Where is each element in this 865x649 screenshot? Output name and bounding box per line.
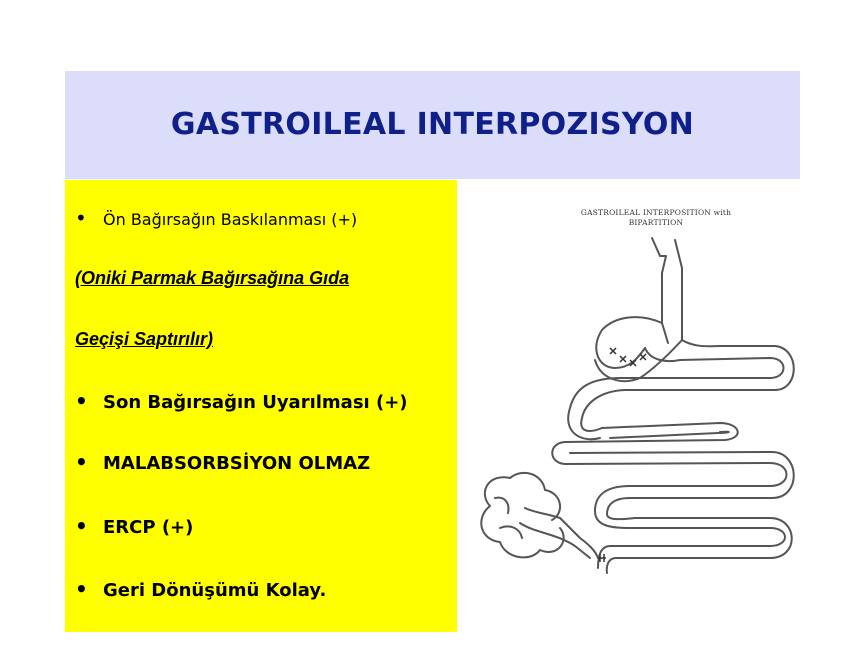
note-line-1: (Oniki Parmak Bağırsağına Gıda: [75, 268, 350, 288]
diagram-caption-line-1: GASTROILEAL INTERPOSITION with: [580, 208, 732, 217]
bullet-panel: [65, 180, 457, 632]
bullet-text: Geri Dönüşümü Kolay.: [103, 580, 327, 601]
bullet-item-4: [75, 514, 194, 538]
slide-title: GASTROILEAL INTERPOZISYON: [170, 107, 695, 142]
bullet-dot: •: [75, 450, 88, 474]
bullet-dot: •: [75, 514, 88, 538]
bullet-text: Son Bağırsağın Uyarılması (+): [103, 392, 408, 413]
bullet-item-2: [75, 389, 408, 413]
diagram-caption-line-2: BIPARTITION: [628, 218, 684, 227]
note-line-2: Geçişi Saptırılır): [75, 329, 214, 349]
diagram-caption: [558, 208, 754, 228]
bullet-dot: •: [75, 389, 88, 413]
bullet-text: Ön Bağırsağın Baskılanması (+): [103, 210, 358, 229]
bullet-item-1: [75, 206, 358, 230]
bullet-item-3: [75, 450, 371, 474]
bullet-dot: •: [75, 206, 87, 230]
gastroileal-interposition-illustration: [470, 228, 800, 588]
bullet-item-5: [75, 577, 327, 601]
title-band: [65, 71, 800, 179]
bullet-dot: •: [75, 577, 88, 601]
bullet-text: MALABSORBSİYON OLMAZ: [103, 453, 371, 474]
bullet-text: ERCP (+): [103, 517, 194, 538]
